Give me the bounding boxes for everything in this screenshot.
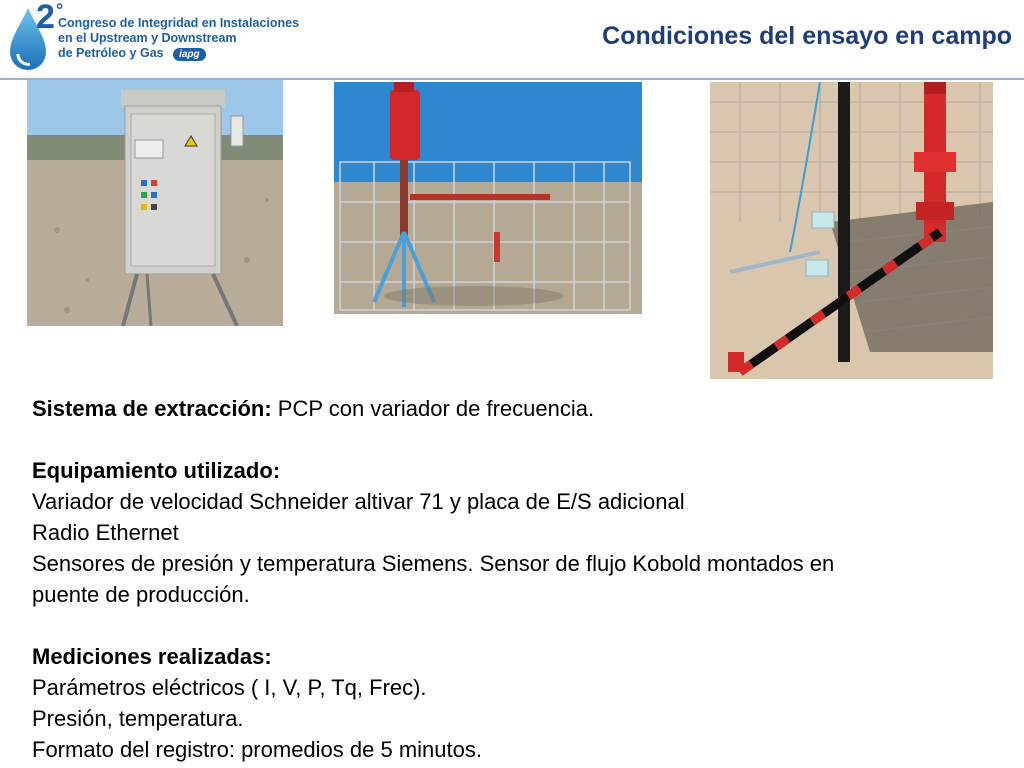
congress-logo xyxy=(6,2,306,76)
measurement-line: Formato del registro: promedios de 5 minutos. xyxy=(32,737,482,762)
logo-line-1: Congreso de Integridad en Instalaciones xyxy=(58,16,300,30)
equipment-line: Sensores de presión y temperatura Siemens. Sensor de flujo Kobold montados en xyxy=(32,551,835,576)
extraction-label: Sistema de extracción: xyxy=(32,396,272,421)
iapg-badge: iapg xyxy=(173,48,206,61)
equipment-line: puente de producción. xyxy=(32,582,250,607)
logo-degree: ° xyxy=(56,0,64,20)
logo-text xyxy=(58,16,299,61)
logo-line-2: en el Upstream y Downstream xyxy=(58,31,237,45)
extraction-system-line xyxy=(32,393,992,424)
control-cabinet-photo xyxy=(27,80,283,326)
wellhead-production-bridge-photo xyxy=(710,82,993,379)
measurement-line: Presión, temperatura. xyxy=(32,706,244,731)
body-text xyxy=(32,393,992,765)
equipment-heading: Equipamiento utilizado: xyxy=(32,458,281,483)
measurement-line: Parámetros eléctricos ( I, V, P, Tq, Frec). xyxy=(32,675,427,700)
pcp-motor-fenced-photo xyxy=(334,82,642,314)
extraction-value: PCP con variador de frecuencia. xyxy=(271,396,595,421)
slide-title: Condiciones del ensayo en campo xyxy=(602,22,1012,50)
measurements-heading: Mediciones realizadas: xyxy=(32,644,272,669)
equipment-line: Variador de velocidad Schneider altivar 71 y placa de E/S adicional xyxy=(32,489,685,514)
logo-number: 2 xyxy=(36,0,55,36)
equipment-line: Radio Ethernet xyxy=(32,520,179,545)
logo-line-3: de Petróleo y Gas iapg xyxy=(58,46,299,61)
